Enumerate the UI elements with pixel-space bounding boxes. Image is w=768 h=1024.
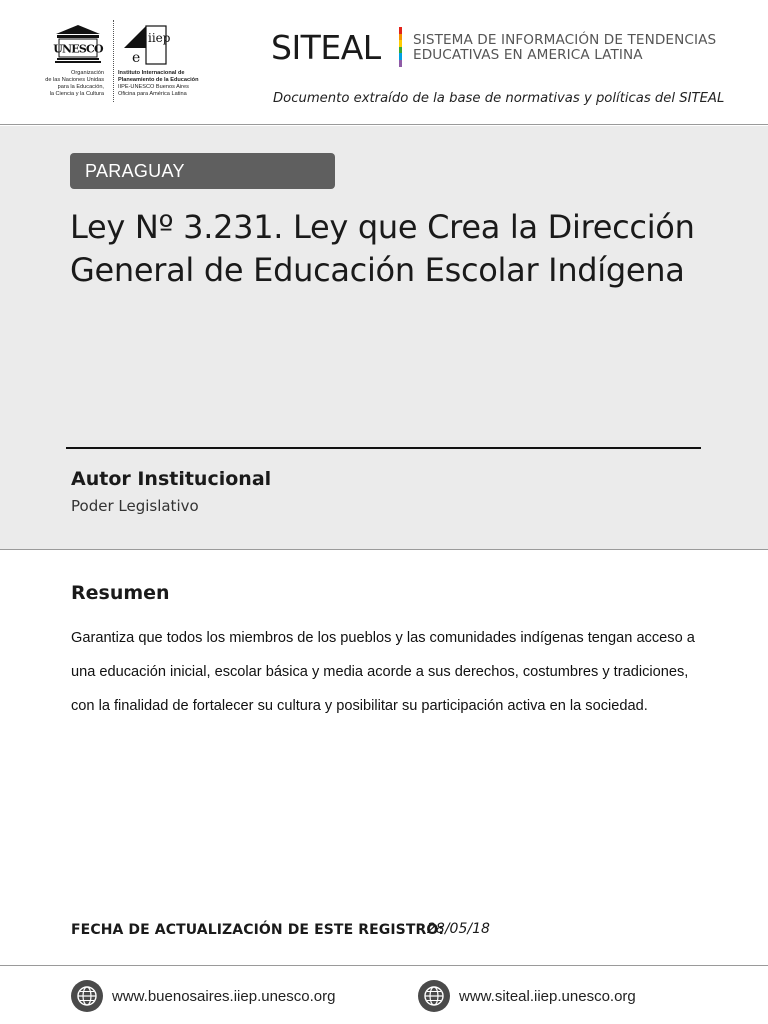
update-date: 28/05/18 xyxy=(427,921,490,937)
siteal-description-line: SISTEMA DE INFORMACIÓN DE TENDENCIAS xyxy=(413,32,717,48)
update-label: FECHA DE ACTUALIZACIÓN DE ESTE REGISTRO: xyxy=(71,922,445,938)
siteal-description xyxy=(413,33,716,63)
siteal-color-bar xyxy=(399,34,402,41)
page-footer xyxy=(0,965,768,1024)
summary-line: una educación inicial, escolar básica y media acorde a sus derechos, costumbres y tradiciones, xyxy=(71,664,689,680)
siteal-wordmark: SITEAL xyxy=(271,28,381,67)
summary-line: Garantiza que todos los miembros de los pueblos y las comunidades indígenas tengan acceso a xyxy=(71,630,695,646)
siteal-description-line: EDUCATIVAS EN AMERICA LATINA xyxy=(413,47,643,63)
unesco-caption-line: la Ciencia y la Cultura xyxy=(49,91,104,97)
iiep-caption-line: Oficina para América Latina xyxy=(118,91,187,97)
unesco-wordmark: UNESCO xyxy=(53,42,103,56)
page-header xyxy=(0,0,768,125)
summary-line: con la finalidad de fortalecer su cultura y posibilitar su participación activa en la sociedad. xyxy=(71,698,648,714)
siteal-color-bar xyxy=(399,27,402,34)
unesco-caption xyxy=(32,70,104,98)
iiep-caption-line: Instituto Internacional de xyxy=(118,70,185,76)
footer-url[interactable]: www.buenosaires.iiep.unesco.org xyxy=(112,987,336,1005)
footer-url[interactable]: www.siteal.iiep.unesco.org xyxy=(459,987,636,1005)
summary-heading: Resumen xyxy=(71,582,170,604)
summary-text xyxy=(71,621,741,723)
header-logo-divider xyxy=(113,20,114,102)
country-badge: PARAGUAY xyxy=(70,153,335,189)
siteal-color-bars xyxy=(399,27,404,67)
unesco-temple-icon xyxy=(54,24,102,64)
siteal-color-bar xyxy=(399,40,402,47)
title-divider xyxy=(66,447,701,449)
iiep-caption-line: IIPE-UNESCO Buenos Aires xyxy=(118,84,189,90)
siteal-color-bar xyxy=(399,53,402,60)
iiep-e-glyph: e xyxy=(132,50,141,66)
iiep-caption-line: Planeamiento de la Educación xyxy=(118,77,199,83)
author-heading: Autor Institucional xyxy=(71,468,272,490)
unesco-caption-line: de las Naciones Unidas xyxy=(45,77,104,83)
document-summary-band xyxy=(0,126,768,550)
globe-icon xyxy=(71,980,103,1012)
iiep-caption xyxy=(118,70,228,98)
siteal-color-bar xyxy=(399,60,402,67)
unesco-caption-line: Organización xyxy=(71,70,104,76)
source-note: Documento extraído de la base de normativas y políticas del SITEAL xyxy=(273,91,725,106)
footer-link-iiep[interactable] xyxy=(71,980,335,1012)
iiep-logo-icon xyxy=(124,24,171,68)
author-value: Poder Legislativo xyxy=(71,497,199,515)
footer-link-siteal[interactable] xyxy=(418,980,636,1012)
iiep-wordmark: iiep xyxy=(148,31,171,45)
globe-icon xyxy=(418,980,450,1012)
document-title: Ley Nº 3.231. Ley que Crea la Dirección General de Educación Escolar Indígena xyxy=(70,208,695,289)
siteal-color-bar xyxy=(399,47,402,54)
unesco-caption-line: para la Educación, xyxy=(57,84,104,90)
